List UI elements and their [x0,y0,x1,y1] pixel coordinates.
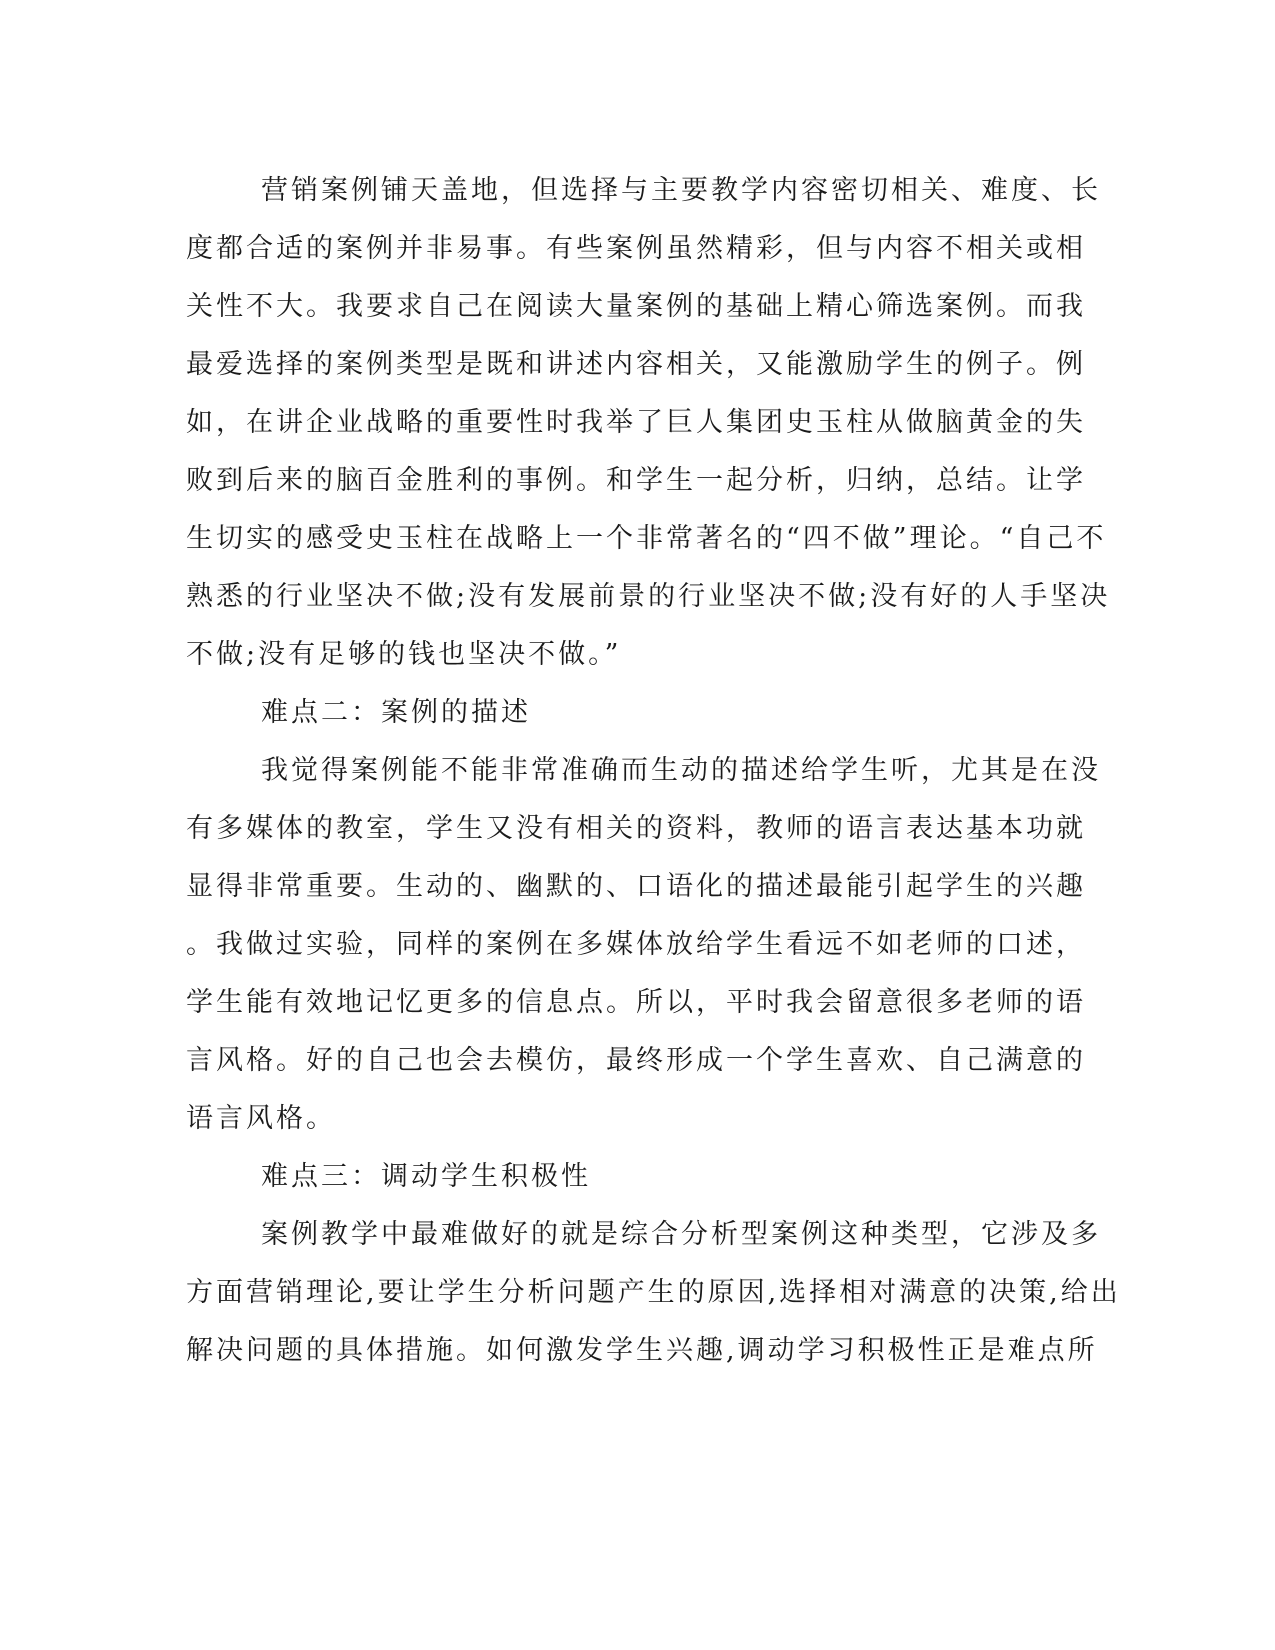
text-line: 关性不大。我要求自己在阅读大量案例的基础上精心筛选案例。而我 [186,291,1086,322]
text-line: 方面营销理论,要让学生分析问题产生的原因,选择相对满意的决策,给出 [186,1277,1121,1308]
paragraph-case-description [186,742,1101,1148]
text-line: 。我做过实验，同样的案例在多媒体放给学生看远不如老师的口述， [186,929,1086,960]
document-body [186,162,1121,1380]
section-heading-difficulty-3: 难点三：调动学生积极性 [261,1161,591,1192]
text-line: 语言风格。 [186,1103,336,1134]
paragraph-case-selection [186,162,1111,684]
text-line: 有多媒体的教室，学生又没有相关的资料，教师的语言表达基本功就 [186,813,1086,844]
text-line: 营销案例铺天盖地，但选择与主要教学内容密切相关、难度、长 [261,175,1101,206]
text-line: 最爱选择的案例类型是既和讲述内容相关，又能激励学生的例子。例 [186,349,1086,380]
text-line: 熟悉的行业坚决不做;没有发展前景的行业坚决不做;没有好的人手坚决 [186,581,1111,612]
text-line: 不做;没有足够的钱也坚决不做。” [186,639,622,670]
section-heading-difficulty-2: 难点二：案例的描述 [261,697,531,728]
paragraph-student-motivation [186,1206,1121,1380]
text-line: 显得非常重要。生动的、幽默的、口语化的描述最能引起学生的兴趣 [186,871,1086,902]
text-line: 度都合适的案例并非易事。有些案例虽然精彩，但与内容不相关或相 [186,233,1086,264]
text-line: 生切实的感受史玉柱在战略上一个非常著名的“四不做”理论。“自己不 [186,523,1107,554]
text-line: 学生能有效地记忆更多的信息点。所以，平时我会留意很多老师的语 [186,987,1086,1018]
text-line: 我觉得案例能不能非常准确而生动的描述给学生听，尤其是在没 [261,755,1101,786]
text-line: 案例教学中最难做好的就是综合分析型案例这种类型，它涉及多 [261,1219,1101,1250]
text-line: 败到后来的脑百金胜利的事例。和学生一起分析，归纳，总结。让学 [186,465,1086,496]
text-line: 言风格。好的自己也会去模仿，最终形成一个学生喜欢、自己满意的 [186,1045,1086,1076]
text-line: 如，在讲企业战略的重要性时我举了巨人集团史玉柱从做脑黄金的失 [186,407,1086,438]
text-line: 解决问题的具体措施。如何激发学生兴趣,调动学习积极性正是难点所 [186,1335,1098,1366]
